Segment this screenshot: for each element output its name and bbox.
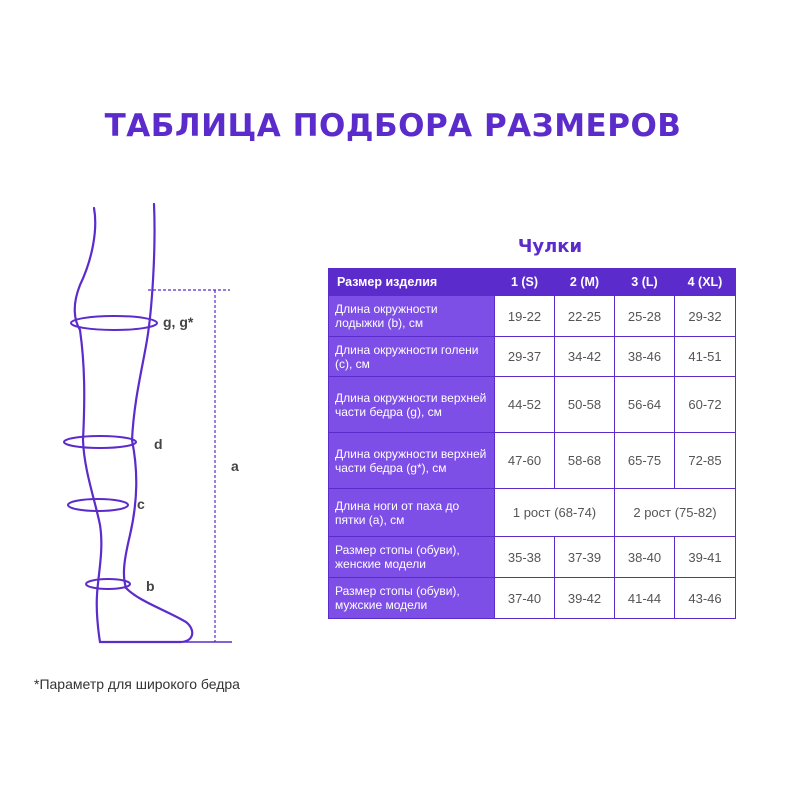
table-cell: 37-39 — [555, 537, 615, 578]
row-param: Длина окружности голени (c), см — [329, 337, 495, 377]
table-cell-merged: 1 рост (68-74) — [495, 489, 615, 537]
table-cell: 65-75 — [615, 433, 675, 489]
table-row — [329, 433, 736, 489]
table-cell: 37-40 — [495, 578, 555, 619]
table-cell: 58-68 — [555, 433, 615, 489]
row-param: Размер стопы (обуви), женские модели — [329, 537, 495, 578]
table-cell: 43-46 — [675, 578, 736, 619]
table-row — [329, 489, 736, 537]
table-cell: 22-25 — [555, 296, 615, 337]
size-table — [328, 268, 736, 619]
table-cell: 44-52 — [495, 377, 555, 433]
table-row — [329, 337, 736, 377]
table-row — [329, 377, 736, 433]
table-cell: 25-28 — [615, 296, 675, 337]
c-ring — [68, 499, 128, 511]
table-cell: 35-38 — [495, 537, 555, 578]
header-size-l: 3 (L) — [615, 269, 675, 296]
table-cell: 41-51 — [675, 337, 736, 377]
page-title: ТАБЛИЦА ПОДБОРА РАЗМЕРОВ — [104, 108, 682, 144]
label-g: g, g* — [163, 314, 194, 330]
leg-outline-icon — [40, 190, 270, 660]
table-cell: 29-32 — [675, 296, 736, 337]
table-cell: 39-42 — [555, 578, 615, 619]
header-size-m: 2 (M) — [555, 269, 615, 296]
label-a: a — [231, 458, 239, 474]
table-cell: 72-85 — [675, 433, 736, 489]
b-ring — [86, 579, 130, 589]
label-b: b — [146, 578, 155, 594]
table-row — [329, 578, 736, 619]
table-cell: 38-40 — [615, 537, 675, 578]
header-size-s: 1 (S) — [495, 269, 555, 296]
table-cell: 19-22 — [495, 296, 555, 337]
row-param: Длина окружности верхней части бедра (g), см — [329, 377, 495, 433]
table-cell: 60-72 — [675, 377, 736, 433]
table-cell: 47-60 — [495, 433, 555, 489]
table-title: Чулки — [517, 236, 583, 257]
row-param: Длина окружности лодыжки (b), см — [329, 296, 495, 337]
leg-diagram — [40, 190, 270, 660]
label-c: c — [137, 496, 145, 512]
table-cell: 50-58 — [555, 377, 615, 433]
label-d: d — [154, 436, 163, 452]
row-param: Длина ноги от паха до пятки (a), см — [329, 489, 495, 537]
footnote: *Параметр для широкого бедра — [34, 676, 240, 692]
table-cell-merged: 2 рост (75-82) — [615, 489, 736, 537]
g-ring — [71, 316, 157, 330]
table-header-row — [329, 269, 736, 296]
d-ring — [64, 436, 136, 448]
table-cell: 41-44 — [615, 578, 675, 619]
table-row — [329, 296, 736, 337]
table-cell: 29-37 — [495, 337, 555, 377]
table-cell: 39-41 — [675, 537, 736, 578]
table-cell: 34-42 — [555, 337, 615, 377]
table-cell: 38-46 — [615, 337, 675, 377]
header-param: Размер изделия — [329, 269, 495, 296]
header-size-xl: 4 (XL) — [675, 269, 736, 296]
row-param: Длина окружности верхней части бедра (g*), см — [329, 433, 495, 489]
row-param: Размер стопы (обуви), мужские модели — [329, 578, 495, 619]
table-cell: 56-64 — [615, 377, 675, 433]
table-row — [329, 537, 736, 578]
